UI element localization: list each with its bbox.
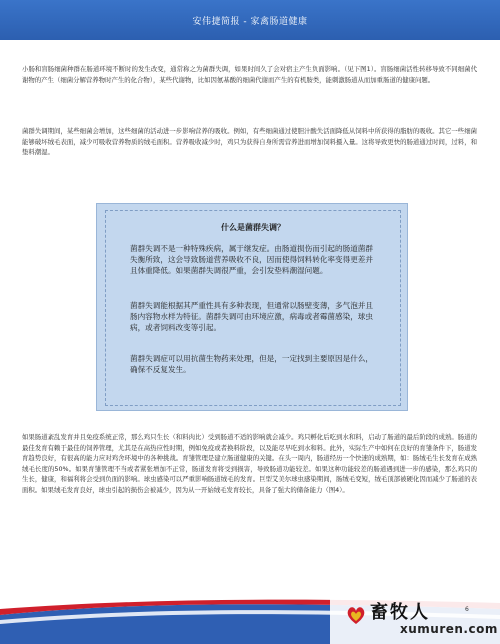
callout-box — [96, 203, 408, 411]
callout-paragraph-2: 菌群失调能根据其严重性具有多种表现，但通常以肠壁变薄，多气泡并且肠内容物水样为特征。菌群失调可由环境应激，病毒或者霉菌感染，球虫病，或者饲料改变等引起。 — [130, 301, 373, 332]
article-paragraph-2: 菌群失调期间，某些细菌会增加，这些细菌的活动进一步影响营养的吸收。例如，有些细菌通过使胆汁酸失活面降低从饲料中所获得的脂肪的吸收。其它一些细菌能够破坏绒毛表面，减少可吸收营养物质的绒毛面积。营养吸收减少时，鸡只为获得自身所需营养进而增加饲料摄入量。这将导致更快的肠道通过时间，过料，和垫料潮湿。 — [22, 127, 477, 157]
site-url[interactable]: xumuren.com — [400, 622, 498, 636]
page-number: 6 — [465, 606, 469, 613]
article-paragraph-1: 小肠和盲肠细菌种群在肠道环境不断时的发生改变，通常称之为菌群失调，如果时间久了会对宿主产生负面影响。（见下图1）。盲肠细菌活性转移导致不同细菌代谢物的产生（细菌分解营养物时产生的化合物），某些代谢物，比如因氨基酸的细菌代谢而产生的有机胺类，能刺激肠道从而加重肠道的健康问题。 — [22, 65, 477, 84]
callout-title: 什么是菌群失调？ — [221, 223, 285, 232]
header-title: 安伟捷简报 - 家禽肠道健康 — [192, 17, 308, 27]
page-header — [0, 0, 500, 40]
xumuren-logo-icon — [345, 604, 367, 626]
callout-border — [105, 210, 401, 406]
article-paragraph-3: 如果肠道紊乱发育并且免疫系统正常，那么鸡只生长（和料肉比）受到肠道不适的影响就会减少。鸡只孵化后吃到水和料，启动了肠道的最后阶段的成熟。肠道的最佳发育有赖于最佳的饲养管理，尤其是在高热应性时期，例如免疫或者换料阶段，以及能尽早吃到水和料。此外，实际生产中如何在良好的育雏条件下，肠道发育趋势良好，有很高的能力应对鸡舍环境中的各种挑战。育雏管理是建立肠道健康的关键。在头一周内，肠道经历一个快速的成熟期，如：肠绒毛生长发育在成熟绒毛长度的50%。如果育雏管理不当或者紧张增加不正常，肠道发育将受到损害，导致肠道功能较差。如果这种功能较差的肠道遇到进一步的感染，那么鸡只的生长，健康，和福利将会受到负面的影响。球虫感染可以严重影响肠道绒毛的发育。巨型艾美尔球虫感染期间，肠绒毛变短，绒毛顶部被硬化因而减少了肠道的表面积。如果绒毛发育良好，球虫引起的损伤会被减少，因为从一开始绒毛发育较长，具备了强大的储备能力（图4）。 — [22, 433, 477, 494]
callout-paragraph-1: 菌群失调不是一种特殊疾病，属于继发症。由肠道损伤而引起的肠道菌群失衡所致，这会导致肠道营养吸收不良，因而使得饲料转化率变得更差并且体重降低。如果菌群失调很严重，会引发垫料潮湿问题。 — [130, 244, 373, 275]
callout-paragraph-3: 菌群失调症可以用抗菌生物药来处理，但是，一定找到主要原因是什么，确保不反复发生。 — [130, 354, 373, 374]
brand-logo-text: 畜牧人 — [370, 602, 430, 623]
